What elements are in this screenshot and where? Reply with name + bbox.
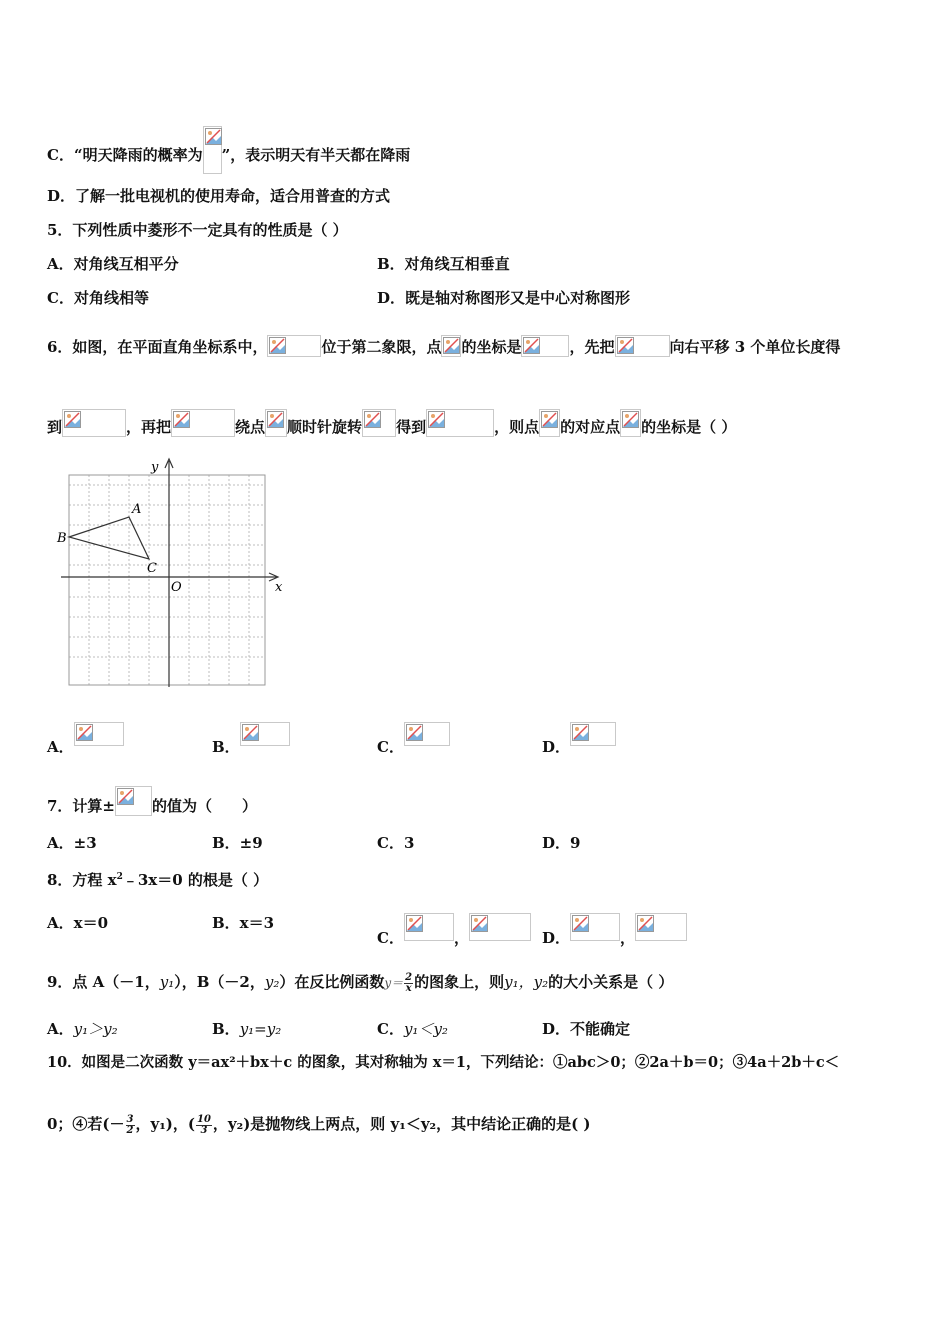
question-9: 9．点 A（－1，y₁），B（－2，y₂）在反比例函数y＝ $\frac{2}{x}$ 的图象上，则y₁，y₂的大小关系是（ ） — [47, 971, 674, 994]
broken-image-icon — [117, 788, 134, 805]
image-placeholder — [615, 335, 670, 357]
image-placeholder — [362, 409, 396, 437]
broken-image-icon — [572, 915, 589, 932]
q7-option-c: C．3 — [377, 834, 415, 852]
option-d-q4: D．了解一批电视机的使用寿命，适合用普查的方式 — [47, 187, 391, 205]
q7-option-a: A．±3 — [47, 834, 97, 852]
point-a-label: A — [132, 502, 142, 517]
q5-option-a: A．对角线互相平分 — [47, 255, 179, 273]
q7-option-d: D．9 — [542, 834, 581, 852]
image-placeholder — [115, 786, 152, 816]
image-placeholder — [570, 913, 620, 941]
fraction: $\frac{3}{2}$ — [126, 1113, 134, 1136]
question-8: 8．方程 $x^2﹣3x=0$ 的根是（ ） — [47, 871, 269, 889]
image-placeholder — [426, 409, 494, 437]
point-b-label: B — [57, 531, 67, 546]
y-axis-label: y — [151, 460, 159, 475]
fraction: $\frac{2}{x}$ — [405, 971, 413, 994]
broken-image-icon — [267, 411, 284, 428]
image-placeholder — [265, 409, 287, 437]
image-placeholder — [570, 722, 616, 746]
fraction: $\frac{10}{3}$ — [197, 1113, 211, 1136]
question-6-line-2: 到 ，再把 绕点 顺时针旋转 得到 ，则点 的对应点 的坐标是（ ） — [47, 409, 736, 437]
coordinate-grid-figure — [55, 455, 295, 695]
q8-option-b: B．x＝3 — [212, 914, 275, 932]
broken-image-icon — [205, 128, 222, 145]
q5-option-b: B．对角线互相垂直 — [377, 255, 510, 273]
q6-option-d: D． — [542, 722, 616, 757]
question-5: 5．下列性质中菱形不一定具有的性质是（ ） — [47, 221, 348, 239]
broken-image-icon — [242, 724, 259, 741]
broken-image-icon — [269, 337, 286, 354]
option-c-q4: C．“明天降雨的概率为 ”，表示明天有半天都在降雨 — [47, 126, 410, 174]
image-placeholder — [404, 913, 454, 941]
q9-option-b: B．y₁=y₂ — [212, 1020, 282, 1038]
q8-option-d: D． ， — [542, 913, 687, 948]
image-placeholder — [171, 409, 235, 437]
q9-option-a: A．y₁＞y₂ — [47, 1020, 118, 1038]
broken-image-icon — [173, 411, 190, 428]
broken-image-icon — [622, 411, 639, 428]
question-10-line-1: 10．如图是二次函数 y＝ax²＋bx＋c 的图象，其对称轴为 x＝1，下列结论：①abc＞0；②2a＋b＝0；③4a＋2b＋c＜ — [47, 1054, 840, 1071]
image-placeholder — [620, 409, 641, 437]
broken-image-icon — [406, 915, 423, 932]
image-placeholder — [469, 913, 531, 941]
broken-image-icon — [572, 724, 589, 741]
q6-option-c: C． — [377, 722, 450, 757]
q6-option-a: A． — [47, 722, 124, 757]
broken-image-icon — [541, 411, 558, 428]
origin-label: O — [171, 580, 182, 595]
image-placeholder — [203, 126, 222, 174]
broken-image-icon — [406, 724, 423, 741]
image-placeholder — [267, 335, 321, 357]
q9-option-d: D．不能确定 — [542, 1020, 631, 1038]
point-c-label: C — [147, 561, 157, 576]
image-placeholder — [539, 409, 560, 437]
image-placeholder — [635, 913, 687, 941]
q8-option-c: C． ， — [377, 913, 531, 948]
q8-option-a: A．x＝0 — [47, 914, 109, 932]
broken-image-icon — [443, 337, 460, 354]
q5-option-d: D．既是轴对称图形又是中心对称图形 — [377, 289, 631, 307]
q5-option-c: C．对角线相等 — [47, 289, 149, 307]
image-placeholder — [240, 722, 290, 746]
broken-image-icon — [471, 915, 488, 932]
broken-image-icon — [428, 411, 445, 428]
broken-image-icon — [76, 724, 93, 741]
broken-image-icon — [364, 411, 381, 428]
image-placeholder — [521, 335, 569, 357]
broken-image-icon — [64, 411, 81, 428]
image-placeholder — [441, 335, 461, 357]
question-6-line-1: 6．如图，在平面直角坐标系中， 位于第二象限，点 的坐标是 ，先把 向右平移 3 个单位长度得 — [47, 335, 840, 357]
question-7: 7．计算± 的值为（ ） — [47, 786, 257, 816]
broken-image-icon — [637, 915, 654, 932]
q9-option-c: C．y₁＜y₂ — [377, 1020, 448, 1038]
q7-option-b: B．±9 — [212, 834, 263, 852]
q6-option-b: B． — [212, 722, 290, 757]
x-axis-label: x — [275, 580, 283, 595]
image-placeholder — [62, 409, 126, 437]
broken-image-icon — [523, 337, 540, 354]
broken-image-icon — [617, 337, 634, 354]
image-placeholder — [404, 722, 450, 746]
image-placeholder — [74, 722, 124, 746]
question-10-line-2: 0；④若(－ $\frac{3}{2}$ ，y₁)，( $\frac{10}{3}$ ，y₂)是抛物线上两点，则 y₁＜y₂，其中结论正确的是( ) — [47, 1113, 591, 1136]
